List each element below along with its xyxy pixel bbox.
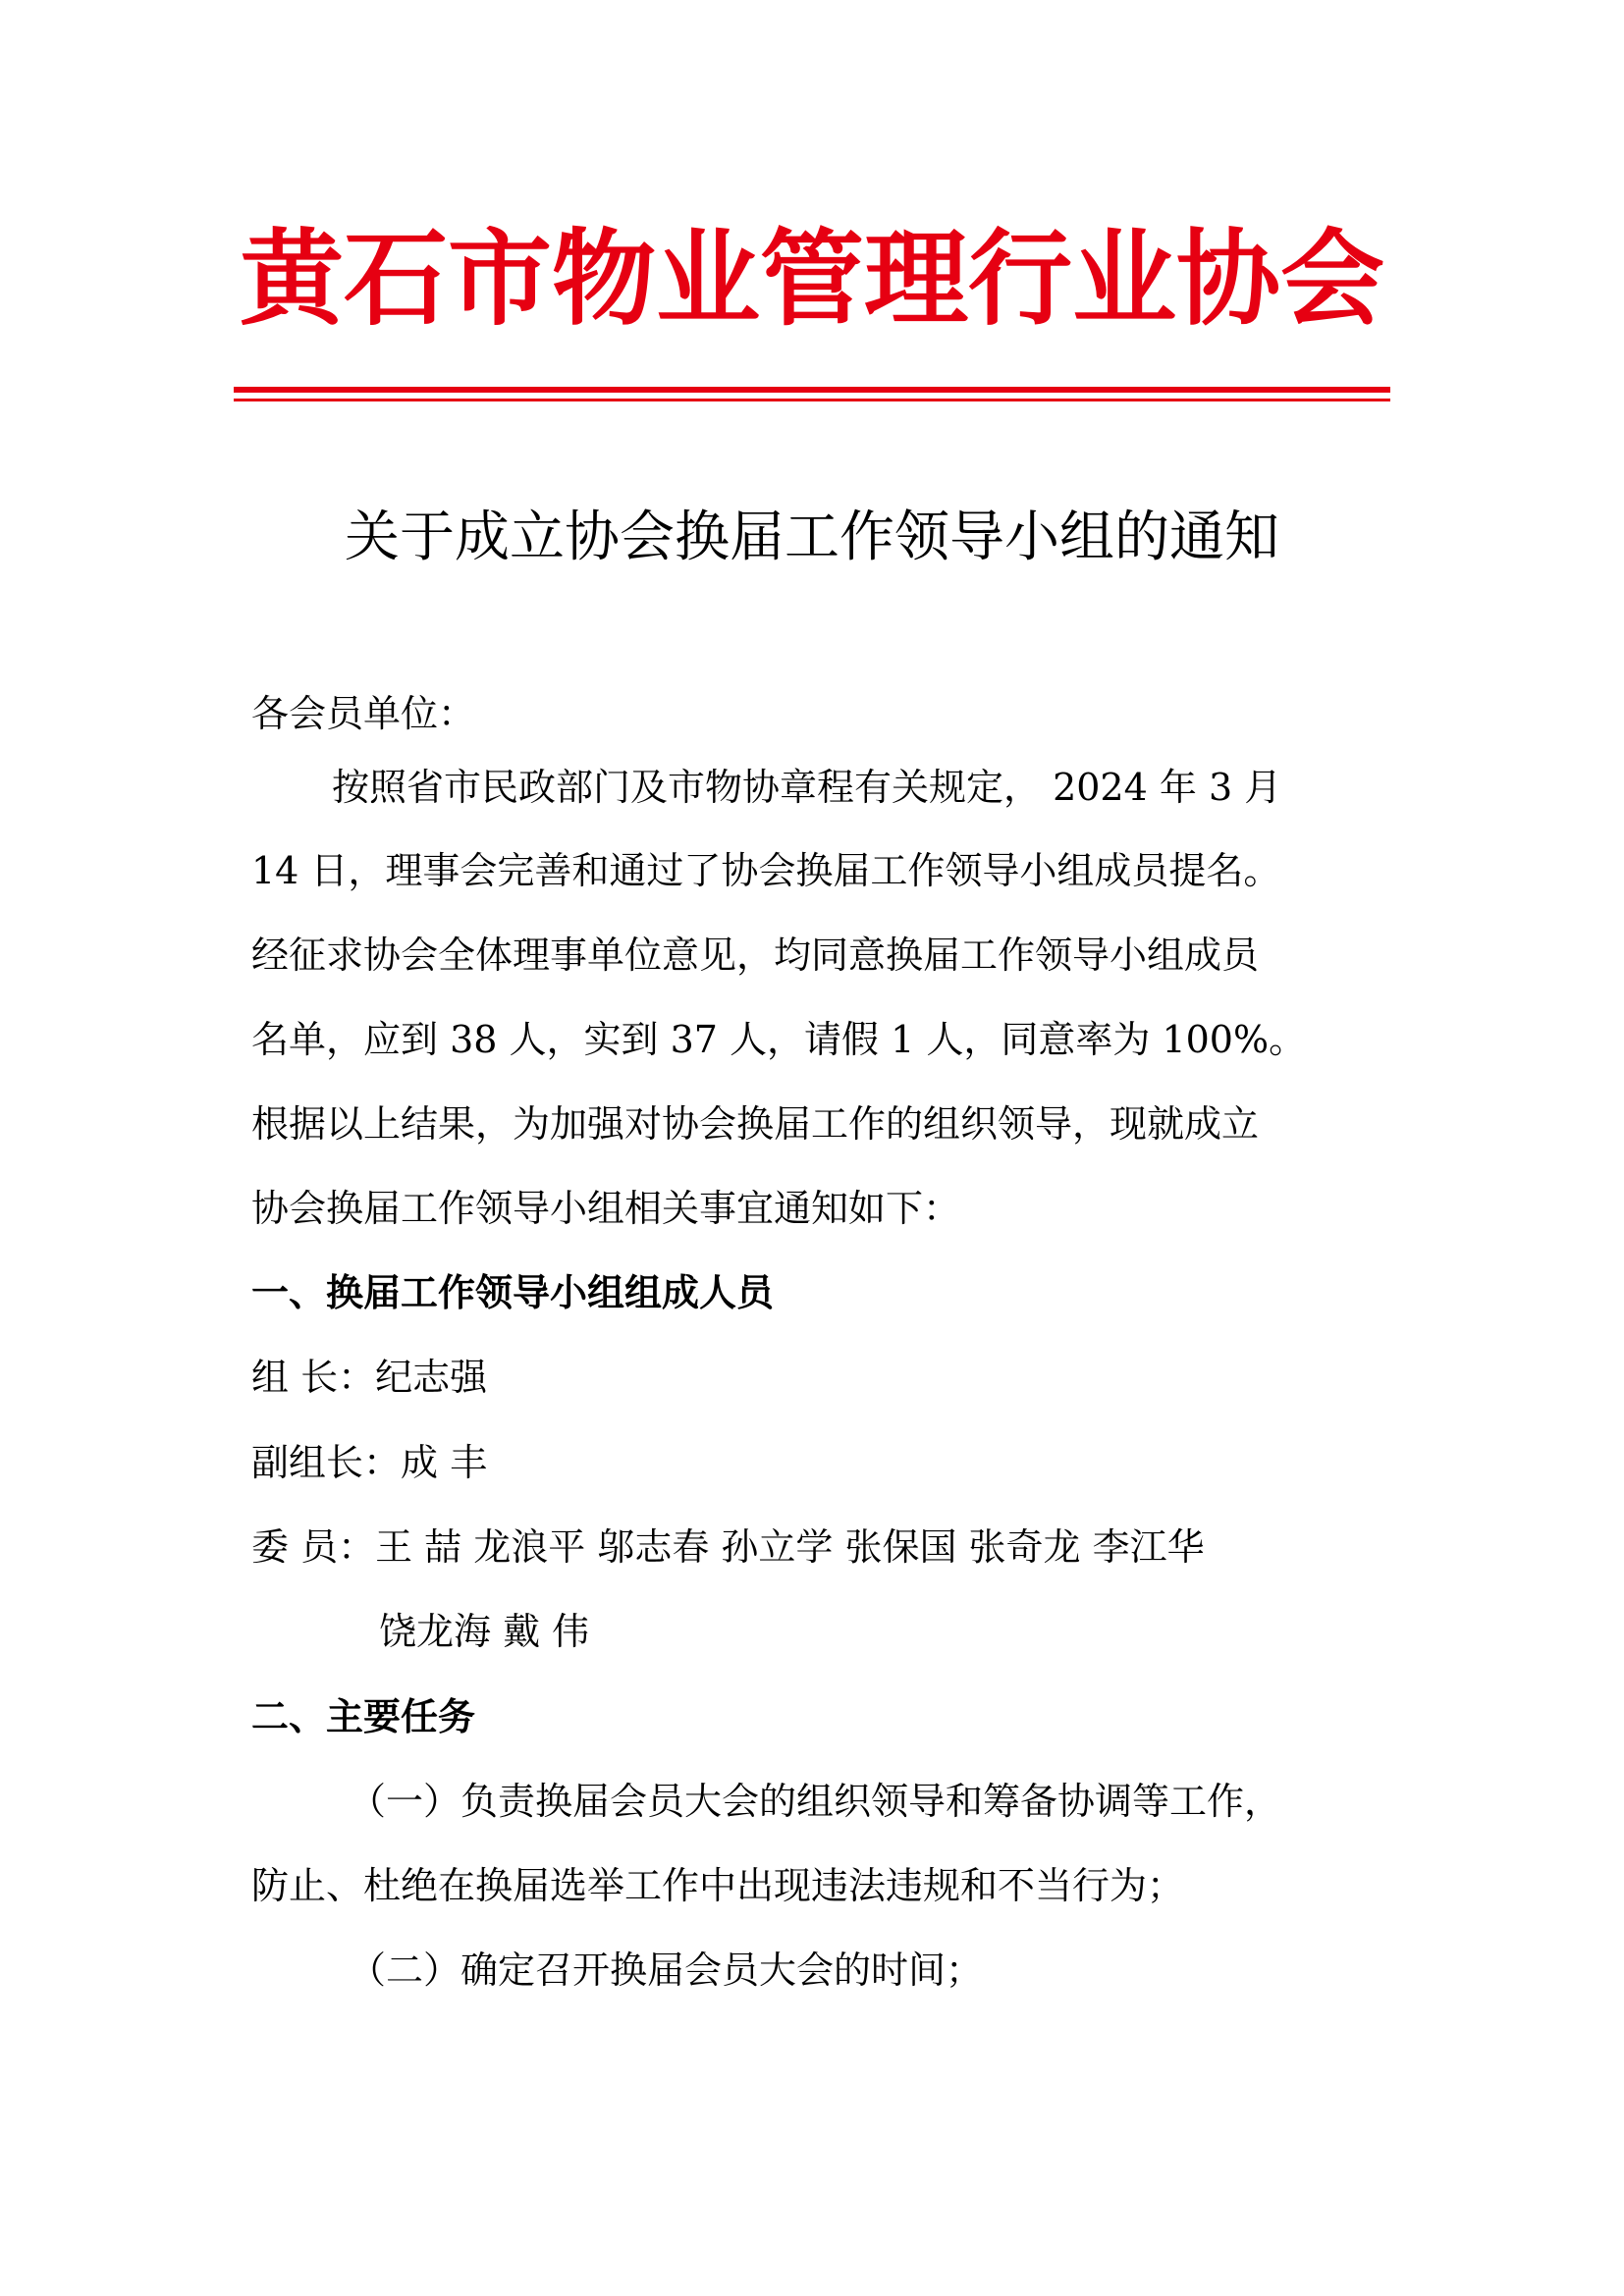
letterhead-org-name: 黄石市物业管理行业协会 bbox=[240, 219, 1384, 340]
task-1-line-1: （一）负责换届会员大会的组织领导和筹备协调等工作， bbox=[349, 1780, 1282, 1823]
salutation: 各会员单位： bbox=[251, 692, 476, 735]
intro-line-3: 经征求协会全体理事单位意见，均同意换届工作领导小组成员 bbox=[251, 934, 1260, 977]
document-title: 关于成立协会换届工作领导小组的通知 bbox=[345, 506, 1279, 569]
members-line-1: 委 员：王 喆 龙浪平 邬志春 孙立学 张保国 张奇龙 李江华 bbox=[251, 1525, 1205, 1569]
letterhead-red-rule-thick bbox=[234, 387, 1390, 393]
intro-line-2: 14 日，理事会完善和通过了协会换届工作领导小组成员提名。 bbox=[251, 849, 1281, 892]
intro-line-6: 协会换届工作领导小组相关事宜通知如下： bbox=[251, 1187, 961, 1230]
leader-line: 组 长：纪志强 bbox=[251, 1356, 488, 1399]
deputy-leader-line: 副组长：成 丰 bbox=[251, 1441, 488, 1484]
members-line-2: 饶龙海 戴 伟 bbox=[379, 1610, 590, 1653]
intro-line-4: 名单，应到 38 人，实到 37 人，请假 1 人，同意率为 100%。 bbox=[251, 1018, 1307, 1061]
task-2: （二）确定召开换届会员大会的时间； bbox=[349, 1949, 984, 1992]
intro-line-1: 按照省市民政部门及市物协章程有关规定， 2024 年 3 月 bbox=[332, 766, 1282, 809]
task-1-line-2: 防止、杜绝在换届选举工作中出现违法违规和不当行为； bbox=[251, 1864, 1185, 1907]
intro-line-5: 根据以上结果，为加强对协会换届工作的组织领导，现就成立 bbox=[251, 1102, 1260, 1146]
section2-heading: 二、主要任务 bbox=[251, 1695, 476, 1738]
section1-heading: 一、换届工作领导小组组成人员 bbox=[251, 1271, 775, 1314]
letterhead-red-rule-thin bbox=[234, 399, 1390, 401]
